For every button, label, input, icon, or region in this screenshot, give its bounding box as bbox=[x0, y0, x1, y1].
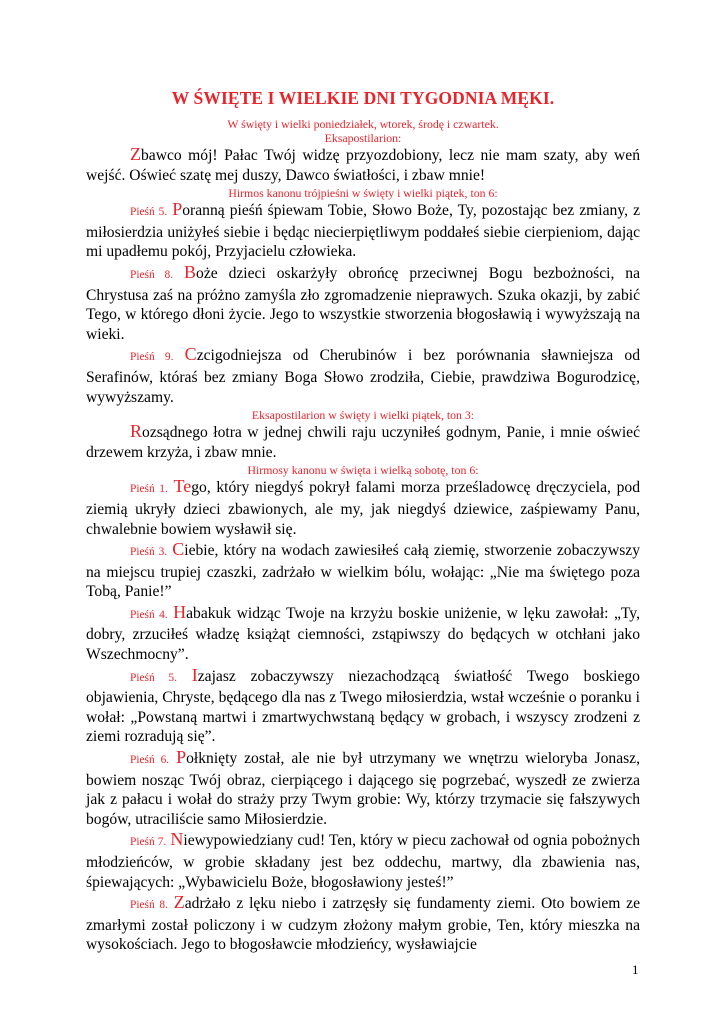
ode-label: Pieśń 4. bbox=[130, 608, 168, 621]
hymn-paragraph bbox=[86, 540, 640, 602]
ode-label: Pieśń 1. bbox=[130, 483, 168, 496]
paragraph-text: iebie, który na wodach zawiesiłeś całą ziemię, stworzenie zobaczywszy na miejscu trupiej czaszki, zadrżało w wielkim bólu, wołając: „Nie ma świętego poza Tobą, Panie!” bbox=[86, 542, 640, 601]
paragraph-text: oranną pieśń śpiewam Tobie, Słowo Boże, Ty, pozostając bez zmiany, z miłosierdzia uniżyłeś siebie i będąc niecierpiętliwym poddałeś siebie cierpieniom, dając mi upadłemu pokój, Przyjacielu człowieka. bbox=[86, 202, 640, 261]
hymn-paragraph bbox=[86, 830, 640, 892]
paragraph-text: ołknięty został, ale nie był utrzymany we wnętrzu wieloryba Jonasz, bowiem nosząc Twój obraz, cierpiącego i dającego się pogrzebać, wyszedł ze zwierza jak z pałacu i wołał do straży przy Twym grobie: Wy, którzy trzymacie się fałszywych bogów, utraciliście samo Miłosierdzie. bbox=[86, 750, 641, 828]
paragraph-text: abakuk widząc Twoje na krzyżu boskie uniżenie, w lęku zawołał: „Ty, dobry, zrzuciłeś władzę książąt ciemności, zstąpiwszy do będących w otchłani jako Wszechmocny”. bbox=[86, 604, 640, 664]
paragraph-text: adrżało z lęku niebo i zatrzęsły się fundamenty ziemi. Oto bowiem ze zmarłymi został policzony i w cudzym złożony małym grobie, Ten, który mieszka na wysokościach. Jego to błogosławcie młodzieńcy, wysławiajcie bbox=[86, 895, 641, 954]
initial-letter: R bbox=[130, 421, 143, 442]
paragraph-text: ozsądnego łotra w jednej chwili raju uczyniłeś godnym, Panie, i mnie oświeć drzewem krzyża, i zbaw mnie. bbox=[86, 424, 640, 461]
ode-label: Pieśń 6. bbox=[130, 754, 170, 767]
paragraph-text: oże dzieci oskarżyły obrońcę przeciwnej Bogu bezbożności, na Chrystusa zaś na próżno zamyśla zło zgromadzenie nieprawych. Szuka okazji, by zabić Tego, w którego dłoni życie. Jego to wszystkie stworzenia błogosławią i wywyższają na wieki. bbox=[86, 264, 640, 343]
paragraph-text: iewypowiedziany cud! Ten, który w piecu zachował od ognia pobożnych młodzieńców, w grobie składany jest bez oddechu, martwy, dla zbawienia nas, śpiewających: „Wybawicielu Boże, błogosławiony jesteś!” bbox=[86, 832, 641, 891]
paragraph-text: bawco mój! Pałac Twój widzę przyozdobiony, lecz nie mam szaty, aby weń wejść. Oświeć szatę mej duszy, Dawco światłości, i zbaw mnie! bbox=[86, 147, 640, 184]
rubric-heading: W święty i wielki poniedziałek, wtorek, środę i czwartek. bbox=[227, 117, 499, 131]
initial-letter: C bbox=[184, 344, 197, 365]
hymn-paragraph bbox=[86, 748, 640, 829]
hymn-paragraph bbox=[86, 263, 640, 344]
initial-letter: P bbox=[176, 747, 187, 768]
document-body bbox=[86, 117, 640, 955]
initial-letter: P bbox=[172, 199, 183, 220]
initial-letter: N bbox=[170, 829, 184, 850]
hymn-paragraph bbox=[86, 200, 640, 262]
ode-label: Pieśń 9. bbox=[130, 351, 174, 364]
ode-label: Pieśń 3. bbox=[130, 546, 168, 559]
page-number: 1 bbox=[632, 962, 639, 977]
document-page bbox=[86, 88, 640, 956]
initial-letter: I bbox=[191, 664, 198, 685]
hymn-paragraph bbox=[86, 666, 640, 747]
rubric-heading: Eksapostilarion w święty i wielki piątek, ton 3: bbox=[251, 408, 475, 423]
initial-letter: Z bbox=[173, 892, 185, 913]
hymn-paragraph bbox=[86, 145, 640, 185]
paragraph-text: zcigodniejsza od Cherubinów i bez porównania sławniejsza od Serafinów, któraś bez zmiany Boga Słowo zrodziła, Ciebie, prawdziwa Bogurodzicę, wywyższamy. bbox=[86, 347, 640, 406]
hymn-paragraph bbox=[86, 422, 640, 462]
paragraph-text: zajasz zobaczywszy niezachodzącą światłość Twego boskiego objawienia, Chryste, będącego dla nas z Twego miłosierdzia, wstał wcześnie o poranku i wołał: „Powstaną martwi i zmartwychwstaną będący w grobach, i wszyscy zrodzeni z ziemi rozradują się”. bbox=[86, 667, 640, 746]
ode-label: Pieśń 5. bbox=[130, 206, 168, 219]
initial-letter: B bbox=[184, 261, 197, 282]
paragraph-text: go, który niegdyś pokrył falami morza prześladowcę dręczyciela, pod ziemią ukryły dzieci zbawionych, ale my, jak niegdyś dziewice, zaśpiewamy Panu, chwalebnie bowiem wysławił się. bbox=[86, 479, 641, 538]
initial-letter: H bbox=[173, 601, 187, 622]
hymn-paragraph bbox=[86, 893, 640, 955]
initial-letter: C bbox=[172, 539, 185, 560]
initial-letter: Z bbox=[130, 144, 141, 164]
rubric-heading: Hirmosy kanonu w święta i wielką sobotę, ton 6: bbox=[247, 463, 479, 478]
ode-label: Pieśń 8. bbox=[130, 899, 168, 912]
hymn-paragraph bbox=[86, 603, 640, 665]
ode-label: Pieśń 8. bbox=[130, 268, 174, 281]
rubric-heading: Hirmos kanonu trójpieśni w święty i wielki piątek, ton 6: bbox=[228, 186, 498, 201]
hymn-paragraph bbox=[86, 477, 640, 539]
hymn-paragraph bbox=[86, 345, 640, 407]
ode-label: Pieśń 5. bbox=[130, 671, 177, 684]
page-title: W ŚWIĘTE I WIELKIE DNI TYGODNIA MĘKI. bbox=[171, 88, 555, 108]
ode-label: Pieśń 7. bbox=[130, 836, 167, 849]
rubric-heading: Eksapostilarion: bbox=[324, 131, 402, 145]
initial-letter: Te bbox=[173, 476, 192, 497]
